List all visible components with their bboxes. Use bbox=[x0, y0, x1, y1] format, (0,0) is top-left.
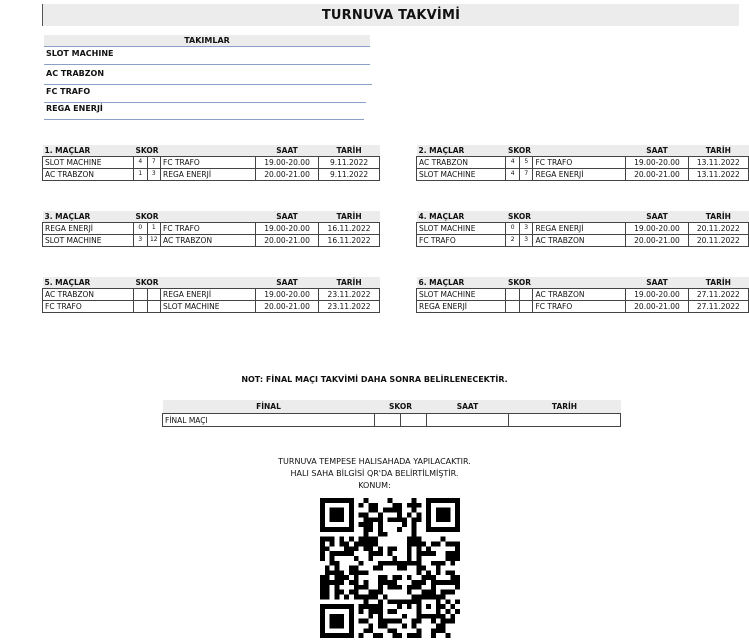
round-6-table bbox=[416, 277, 749, 313]
home-team: AC TRABZON bbox=[43, 289, 134, 301]
round-label: 5. MAÇLAR bbox=[43, 277, 134, 289]
away-score: 1 bbox=[151, 224, 156, 231]
final-time bbox=[427, 414, 509, 427]
round-label: 4. MAÇLAR bbox=[417, 211, 506, 223]
match-time: 19.00-20.00 bbox=[256, 289, 319, 301]
match-date: 27.11.2022 bbox=[688, 301, 748, 313]
table-row bbox=[417, 169, 749, 181]
home-team: FC TRAFO bbox=[417, 235, 506, 247]
table-row bbox=[43, 169, 380, 181]
match-time: 19.00-20.00 bbox=[626, 289, 688, 301]
away-score: 5 bbox=[524, 158, 529, 165]
away-score: 3 bbox=[151, 170, 156, 177]
away-team: SLOT MACHINE bbox=[161, 301, 256, 313]
match-time: 19.00-20.00 bbox=[256, 157, 319, 169]
final-match-label: FİNAL MAÇI bbox=[163, 414, 375, 427]
date-header: TARİH bbox=[509, 400, 621, 414]
info-line-3: KONUM: bbox=[358, 481, 391, 490]
round-label: 6. MAÇLAR bbox=[417, 277, 506, 289]
round-label: 2. MAÇLAR bbox=[417, 145, 506, 157]
table-row bbox=[417, 235, 749, 247]
match-time: 19.00-20.00 bbox=[626, 223, 688, 235]
home-team: REGA ENERJİ bbox=[417, 301, 506, 313]
home-score: 4 bbox=[510, 158, 515, 165]
final-home-score bbox=[375, 414, 401, 427]
away-team: AC TRABZON bbox=[533, 289, 626, 301]
away-score: 3 bbox=[524, 236, 529, 243]
round-3-table bbox=[42, 211, 380, 247]
match-date: 20.11.2022 bbox=[688, 223, 748, 235]
match-time: 19.00-20.00 bbox=[626, 157, 688, 169]
table-row bbox=[417, 289, 749, 301]
page-title: TURNUVA TAKVİMİ bbox=[42, 4, 739, 26]
time-header: SAAT bbox=[626, 277, 688, 289]
team-item: AC TRABZON bbox=[44, 67, 372, 85]
home-team: FC TRAFO bbox=[43, 301, 134, 313]
score-header: SKOR bbox=[135, 146, 159, 155]
teams-header: TAKIMLAR bbox=[44, 35, 370, 47]
info-line-1: TURNUVA TEMPESE HALISAHADA YAPILACAKTIR. bbox=[278, 457, 471, 466]
away-team: REGA ENERJİ bbox=[533, 169, 626, 181]
table-row bbox=[417, 301, 749, 313]
home-score: 0 bbox=[138, 224, 143, 231]
final-away-score bbox=[401, 414, 427, 427]
match-time: 20.00-21.00 bbox=[626, 169, 688, 181]
table-row bbox=[43, 235, 380, 247]
final-table bbox=[162, 400, 621, 427]
table-row bbox=[43, 301, 380, 313]
table-row bbox=[43, 223, 380, 235]
final-header: FİNAL bbox=[163, 400, 375, 414]
final-date bbox=[509, 414, 621, 427]
round-2-table bbox=[416, 145, 749, 181]
home-team: SLOT MACHINE bbox=[417, 223, 506, 235]
match-date: 13.11.2022 bbox=[688, 169, 748, 181]
date-header: TARİH bbox=[319, 145, 380, 157]
match-time: 20.00-21.00 bbox=[256, 235, 319, 247]
date-header: TARİH bbox=[688, 277, 748, 289]
home-team: SLOT MACHINE bbox=[417, 169, 506, 181]
away-team: FC TRAFO bbox=[533, 301, 626, 313]
home-score: 3 bbox=[138, 236, 143, 243]
time-header: SAAT bbox=[256, 145, 319, 157]
home-team: SLOT MACHINE bbox=[43, 235, 134, 247]
home-score: 0 bbox=[510, 224, 515, 231]
table-row bbox=[163, 414, 621, 427]
qr-code-icon[interactable] bbox=[320, 497, 460, 639]
match-time: 20.00-21.00 bbox=[256, 301, 319, 313]
team-item: REGA ENERJİ bbox=[44, 102, 364, 120]
round-label: 3. MAÇLAR bbox=[43, 211, 134, 223]
score-header: SKOR bbox=[135, 278, 159, 287]
round-label: 1. MAÇLAR bbox=[43, 145, 134, 157]
info-line-2: HALI SAHA BİLGİSİ QR'DA BELİRTİLMİŞTİR. bbox=[290, 469, 459, 478]
match-date: 27.11.2022 bbox=[688, 289, 748, 301]
away-score: 7 bbox=[524, 170, 529, 177]
match-date: 16.11.2022 bbox=[319, 223, 380, 235]
match-date: 13.11.2022 bbox=[688, 157, 748, 169]
time-header: SAAT bbox=[626, 211, 688, 223]
table-row bbox=[417, 157, 749, 169]
final-note: NOT: FİNAL MAÇI TAKVİMİ DAHA SONRA BELİRLENECEKTİR. bbox=[241, 375, 508, 384]
match-time: 20.00-21.00 bbox=[626, 235, 688, 247]
home-score: 2 bbox=[510, 236, 515, 243]
team-item: SLOT MACHINE bbox=[44, 47, 370, 65]
score-header: SKOR bbox=[507, 146, 531, 155]
table-row bbox=[417, 223, 749, 235]
date-header: TARİH bbox=[319, 211, 380, 223]
away-team: FC TRAFO bbox=[161, 223, 256, 235]
home-score: 4 bbox=[510, 170, 515, 177]
date-header: TARİH bbox=[688, 211, 748, 223]
away-score: 12 bbox=[149, 236, 158, 243]
time-header: SAAT bbox=[256, 277, 319, 289]
match-time: 19.00-20.00 bbox=[256, 223, 319, 235]
match-time: 20.00-21.00 bbox=[256, 169, 319, 181]
away-team: REGA ENERJİ bbox=[533, 223, 626, 235]
home-team: SLOT MACHINE bbox=[417, 289, 506, 301]
match-date: 9.11.2022 bbox=[319, 157, 380, 169]
round-4-table bbox=[416, 211, 749, 247]
round-5-table bbox=[42, 277, 380, 313]
match-date: 20.11.2022 bbox=[688, 235, 748, 247]
home-team: AC TRABZON bbox=[43, 169, 134, 181]
time-header: SAAT bbox=[626, 145, 688, 157]
time-header: SAAT bbox=[427, 400, 509, 414]
score-header: SKOR bbox=[135, 212, 159, 221]
score-header: SKOR bbox=[375, 400, 427, 414]
match-date: 23.11.2022 bbox=[319, 301, 380, 313]
match-date: 9.11.2022 bbox=[319, 169, 380, 181]
home-score: 1 bbox=[138, 170, 143, 177]
table-row bbox=[43, 289, 380, 301]
time-header: SAAT bbox=[256, 211, 319, 223]
home-team: AC TRABZON bbox=[417, 157, 506, 169]
round-1-table bbox=[42, 145, 380, 181]
match-time: 20.00-21.00 bbox=[626, 301, 688, 313]
away-team: REGA ENERJİ bbox=[161, 289, 256, 301]
away-score: 7 bbox=[151, 158, 156, 165]
home-score: 4 bbox=[138, 158, 143, 165]
score-header: SKOR bbox=[507, 212, 531, 221]
date-header: TARİH bbox=[319, 277, 380, 289]
score-header: SKOR bbox=[507, 278, 531, 287]
away-team: REGA ENERJİ bbox=[161, 169, 256, 181]
away-team: FC TRAFO bbox=[533, 157, 626, 169]
table-row bbox=[43, 157, 380, 169]
away-team: FC TRAFO bbox=[161, 157, 256, 169]
match-date: 16.11.2022 bbox=[319, 235, 380, 247]
away-team: AC TRABZON bbox=[161, 235, 256, 247]
home-team: REGA ENERJİ bbox=[43, 223, 134, 235]
away-team: AC TRABZON bbox=[533, 235, 626, 247]
team-item: FC TRAFO bbox=[44, 85, 366, 103]
date-header: TARİH bbox=[688, 145, 748, 157]
home-team: SLOT MACHINE bbox=[43, 157, 134, 169]
away-score: 3 bbox=[524, 224, 529, 231]
match-date: 23.11.2022 bbox=[319, 289, 380, 301]
